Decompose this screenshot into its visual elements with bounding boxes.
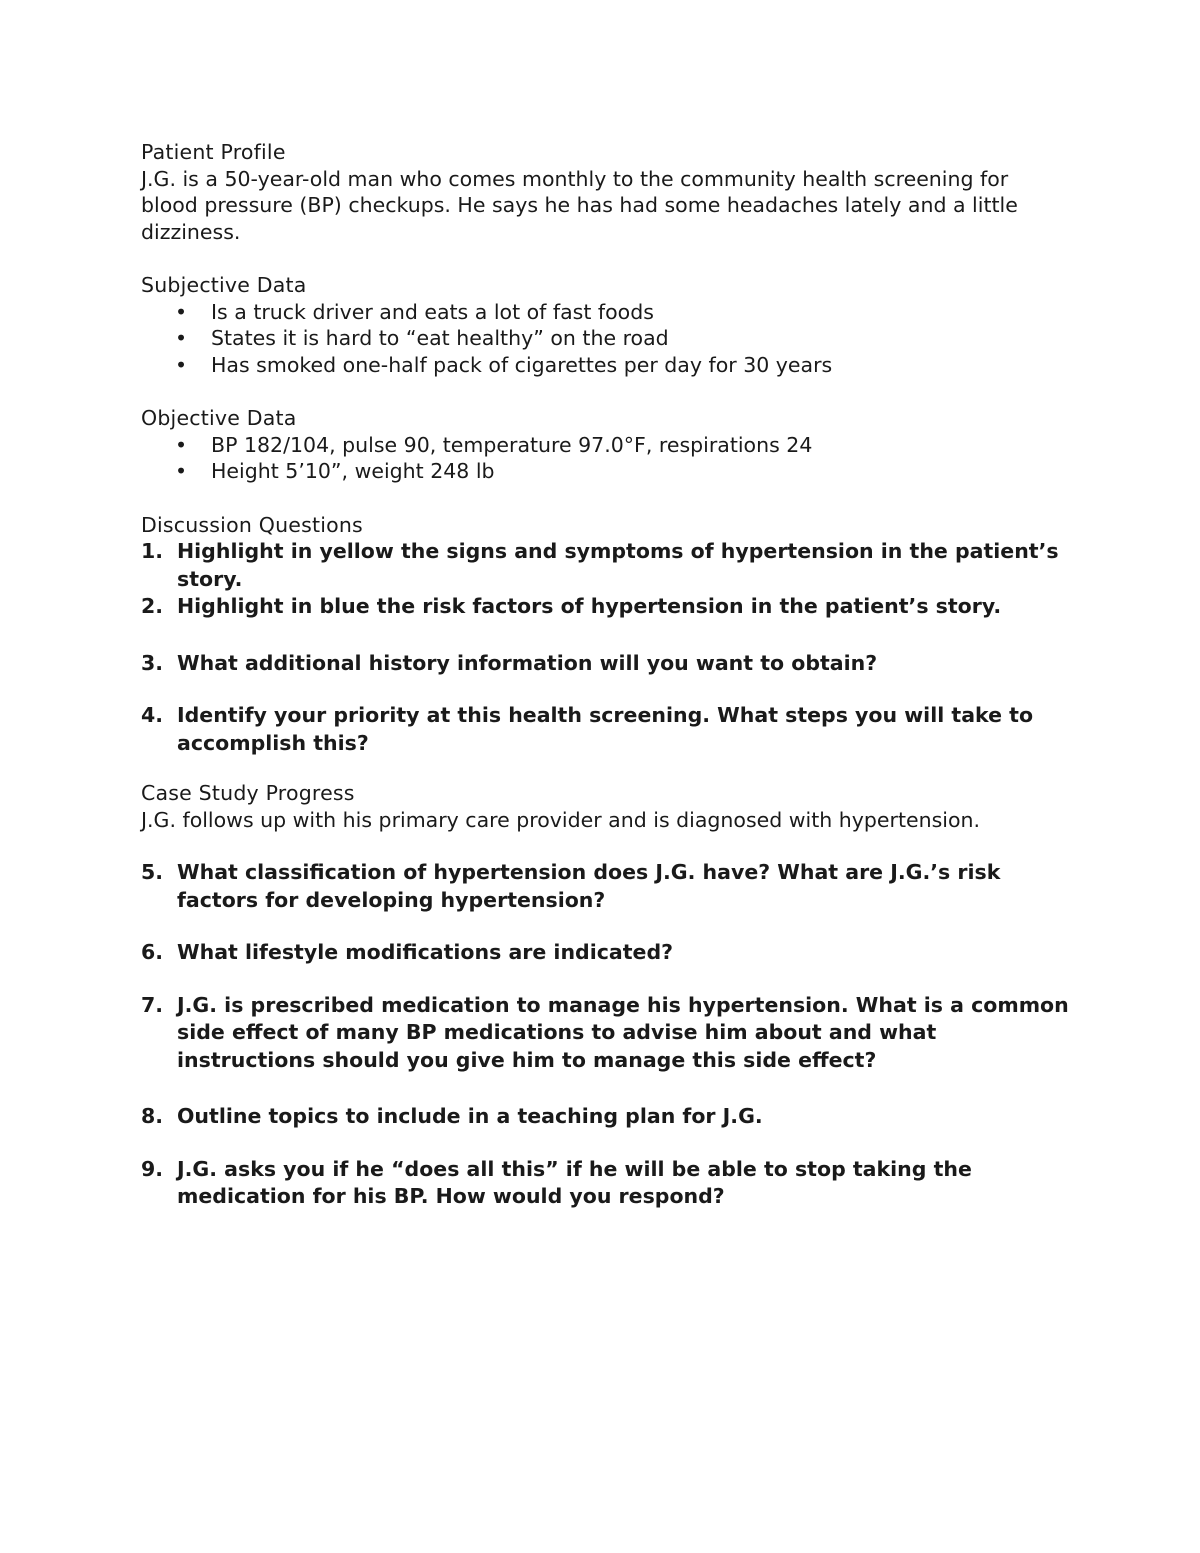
- question-5: 5. What classification of hypertension does J.G. have? What are J.G.’s risk factors for developing hypertension?: [141, 860, 1001, 912]
- subjective-data-list: [141, 299, 1071, 379]
- question-2: 2. Highlight in blue the risk factors of hypertension in the patient’s story.: [141, 594, 1002, 618]
- list-item: • Is a truck driver and eats a lot of fast foods: [175, 299, 654, 324]
- bullet-icon: •: [175, 352, 188, 377]
- discussion-questions-heading: Discussion Questions: [141, 512, 363, 537]
- question-9: 9. J.G. asks you if he “does all this” if he will be able to stop taking the medication for his BP. How would you respond?: [141, 1156, 972, 1208]
- patient-profile-heading: Patient Profile: [141, 140, 286, 164]
- list-item: • BP 182/104, pulse 90, temperature 97.0°F, respirations 24: [175, 432, 813, 457]
- bullet-icon: •: [175, 326, 188, 350]
- objective-data-heading: Objective Data: [141, 406, 297, 430]
- bullet-icon: •: [175, 299, 188, 324]
- objective-data-list: [141, 432, 1071, 485]
- list-item: • Height 5’10”, weight 248 lb: [175, 459, 495, 483]
- question-1: 1. Highlight in yellow the signs and symptoms of hypertension in the patient’s story.: [141, 539, 1059, 591]
- case-study-progress-text: J.G. follows up with his primary care provider and is diagnosed with hypertension.: [141, 807, 981, 832]
- subjective-data-heading: Subjective Data: [141, 273, 307, 297]
- question-3: 3. What additional history information will you want to obtain?: [141, 650, 878, 675]
- question-4: 4. Identify your priority at this health screening. What steps you will take to accomplish this?: [141, 703, 1034, 755]
- question-7: 7. J.G. is prescribed medication to manage his hypertension. What is a common side effect of many BP medications to advise him about and what instructions should you give him to manage this side effect?: [141, 992, 1069, 1072]
- list-item: • States it is hard to “eat healthy” on the road: [175, 326, 669, 350]
- question-8: 8. Outline topics to include in a teaching plan for J.G.: [141, 1104, 763, 1128]
- bullet-icon: •: [175, 459, 188, 483]
- case-study-progress-heading: Case Study Progress: [141, 781, 355, 805]
- list-item: • Has smoked one-half pack of cigarettes per day for 30 years: [175, 352, 833, 377]
- document-page: [141, 139, 1071, 1211]
- bullet-icon: •: [175, 432, 188, 457]
- patient-profile-text: J.G. is a 50-year-old man who comes monthly to the community health screening for blood pressure (BP) checkups. He says he has had some headaches lately and a little dizziness.: [141, 166, 1018, 244]
- question-6: 6. What lifestyle modifications are indicated?: [141, 940, 674, 964]
